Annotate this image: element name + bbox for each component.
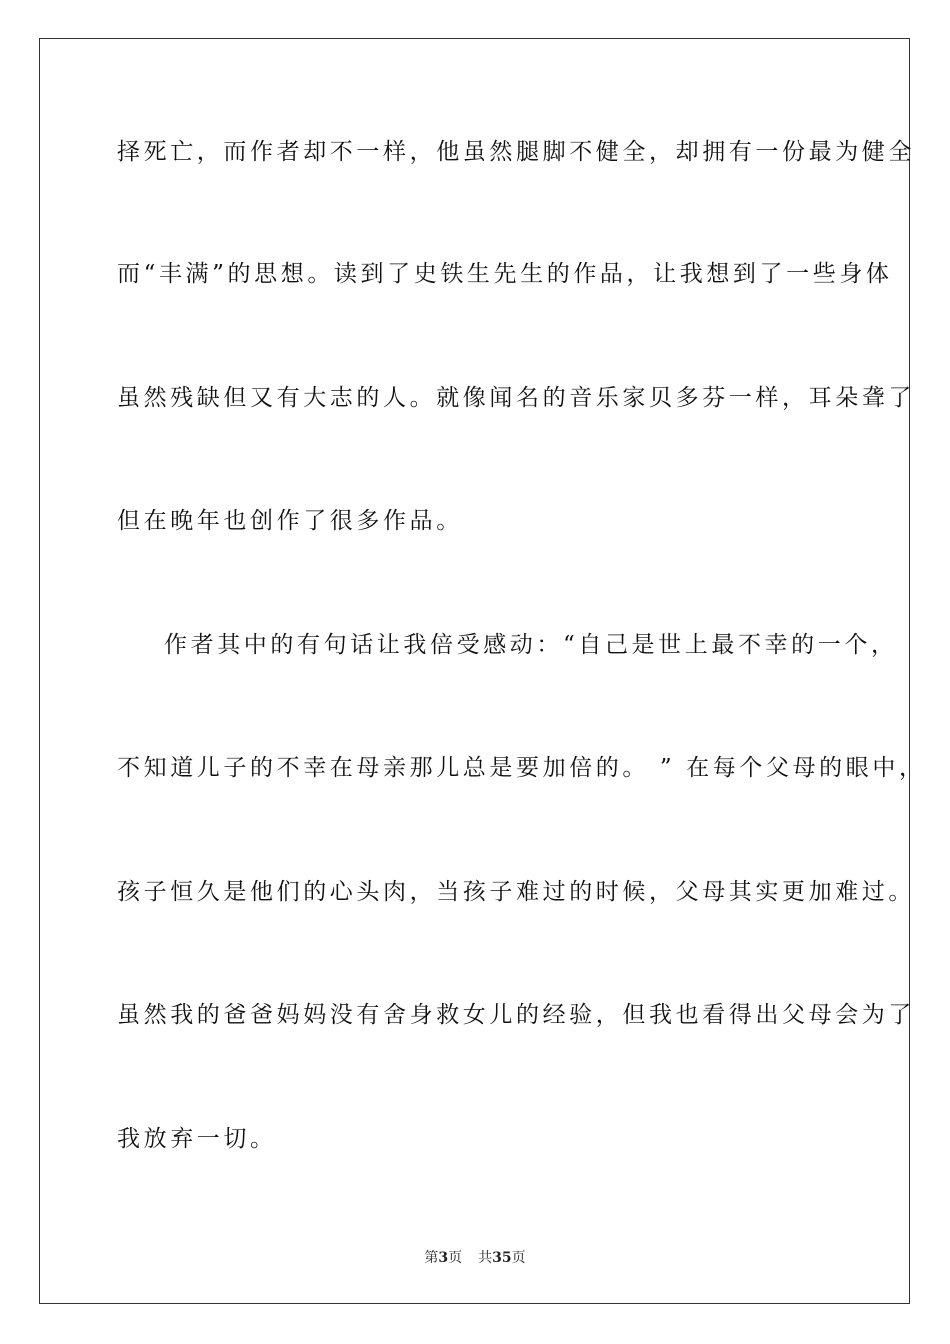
text-line-2: 而“丰满”的思想。读到了史铁生先生的作品，让我想到了一些身体 [117, 261, 893, 287]
text-line-9: 我放弃一切。 [117, 1126, 277, 1152]
text-line-8: 虽然我的爸爸妈妈没有舍身救女儿的经验，但我也看得出父母会为了 [117, 1002, 915, 1028]
text-line-1: 择死亡，而作者却不一样，他虽然腿脚不健全，却拥有一份最为健全 [117, 139, 915, 165]
page-suffix: 页 [448, 1250, 463, 1266]
page-number: 3 [438, 1250, 449, 1266]
total-suffix: 页 [511, 1250, 526, 1266]
text-line-6: 不知道儿子的不幸在母亲那儿总是要加倍的。 ” 在每个父母的眼中， [117, 755, 926, 781]
total-pages: 35 [492, 1250, 512, 1266]
text-line-5: 作者其中的有句话让我倍受感动：“自己是世上最不幸的一个， [164, 632, 898, 658]
text-line-7: 孩子恒久是他们的心头肉，当孩子难过的时候，父母其实更加难过。 [117, 879, 915, 905]
total-prefix: 共 [478, 1250, 493, 1266]
page-border [39, 38, 910, 1304]
text-line-3: 虽然残缺但又有大志的人。就像闻名的音乐家贝多芬一样，耳朵聋了 [117, 385, 915, 411]
text-line-4: 但在晚年也创作了很多作品。 [117, 508, 463, 534]
page-footer [0, 1247, 950, 1267]
page-prefix: 第 [424, 1250, 439, 1266]
